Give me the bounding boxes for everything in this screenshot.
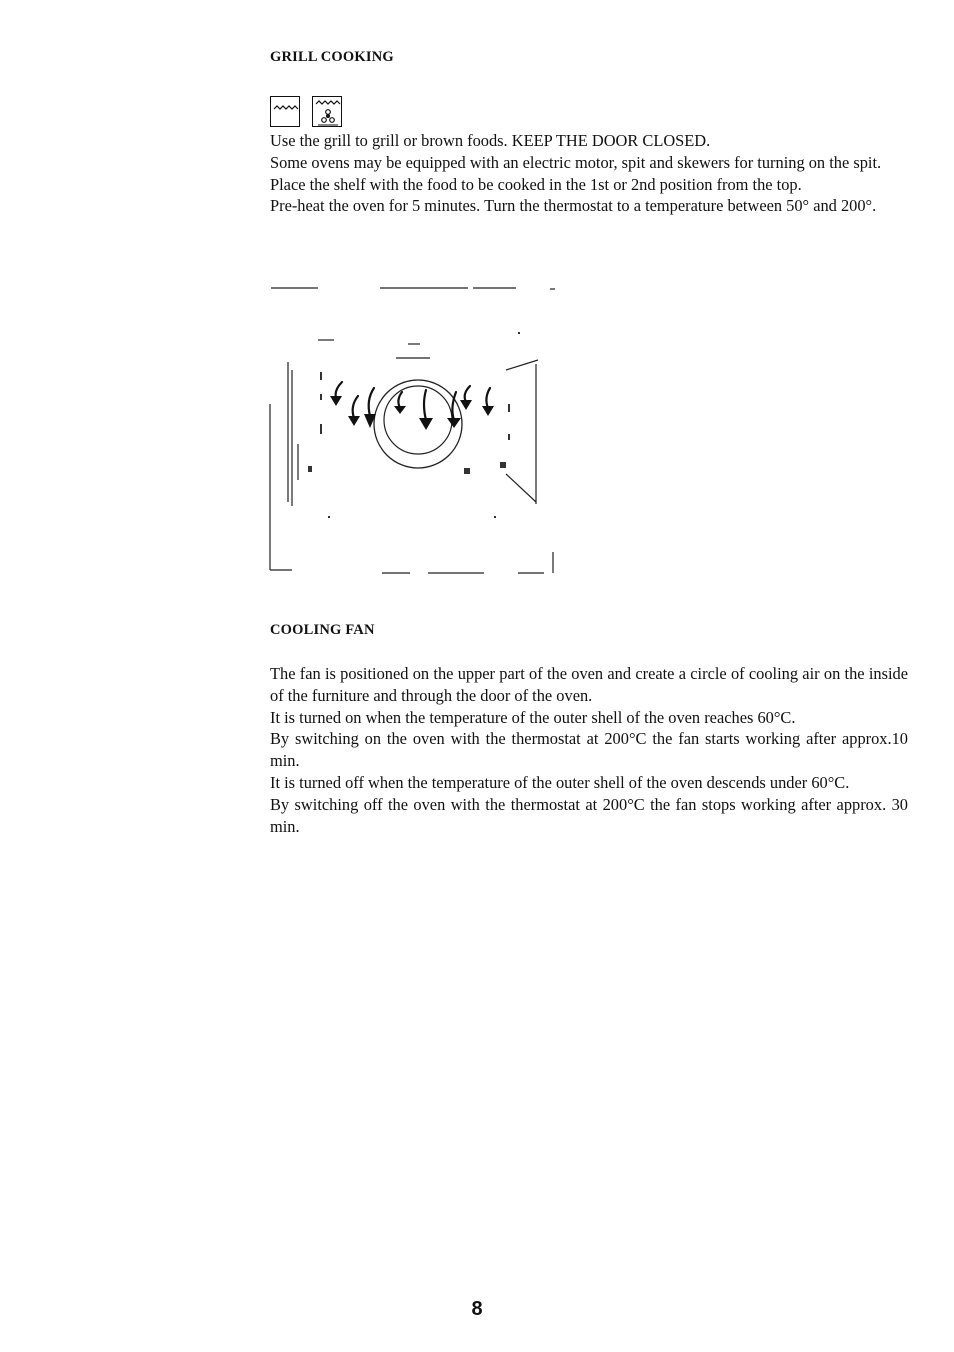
grill-cooking-heading: GRILL COOKING [270,49,394,65]
oven-airflow-diagram [268,284,560,580]
cooling-fan-paragraph: By switching off the oven with the thermostat at 200°C the fan stops working after approx. 30 min. [270,794,908,836]
cooling-fan-paragraph: It is turned off when the temperature of the outer shell of the oven descends under 60°C. [270,772,850,792]
grill-icons [270,96,908,128]
grill-with-fan-icon [312,96,342,127]
grill-paragraph: Pre-heat the oven for 5 minutes. Turn the thermostat to a temperature between 50° and 200°. [270,196,877,216]
grill-cooking-text [270,130,908,217]
grill-paragraph: Some ovens may be equipped with an electric motor, spit and skewers for turning on the spit. [270,152,882,172]
page-number: 8 [471,1298,483,1320]
cooling-fan-text [270,663,908,837]
grill-paragraph: Place the shelf with the food to be cooked in the 1st or 2nd position from the top. [270,174,802,194]
grill-element-icon [270,96,300,127]
cooling-fan-heading: COOLING FAN [270,622,375,638]
cooling-fan-paragraph: The fan is positioned on the upper part of the oven and create a circle of cooling air on the inside of the furniture and through the door of the oven. [270,664,908,705]
grill-paragraph: Use the grill to grill or brown foods. KEEP THE DOOR CLOSED. [270,131,711,150]
cooling-fan-paragraph: By switching on the oven with the thermostat at 200°C the fan starts working after approx.10 min. [270,729,908,771]
cooling-fan-paragraph: It is turned on when the temperature of the outer shell of the oven reaches 60°C. [270,707,796,727]
